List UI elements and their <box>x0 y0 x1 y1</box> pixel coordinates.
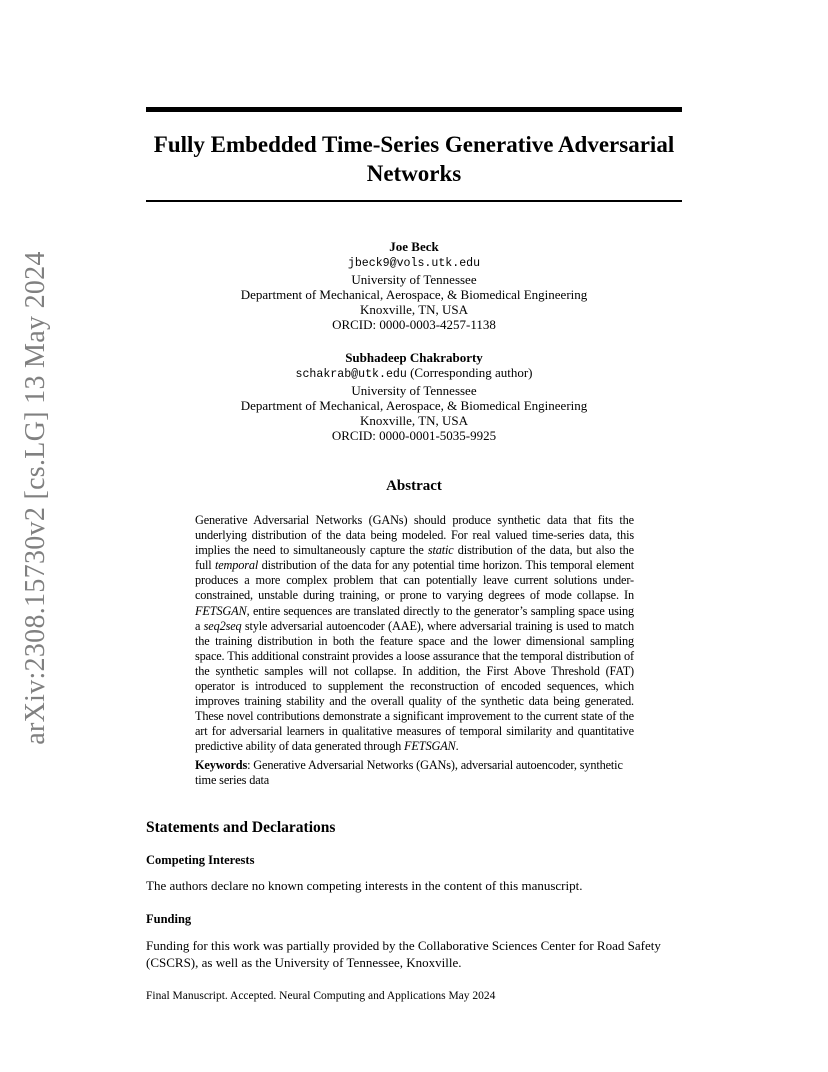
author-email-note: (Corresponding author) <box>406 365 533 381</box>
author-location: Knoxville, TN, USA <box>359 302 469 318</box>
author-department: Department of Mechanical, Aerospace, & Biomedical Engineering <box>240 397 588 413</box>
abstract-segment: style adversarial autoencoder (AAE), where adversarial training is used to match the training distribution in both the feature space and the lower dimensional sampling space. This additional constraint provides a loose assurance that the temporal distribution of the synthetic samples will not collapse. In addition, the First Above Threshold (FAT) operator is introduced to supplement the reconstruction of encoded sequences, which improves training stability and the overall quality of the synthetic data being generated. These novel contributions demonstrate a significant improvement to the current state of the art for adversarial learners in qualitative measures of temporal similarity and quantitative predictive ability of data generated through <box>195 618 634 754</box>
competing-interests-heading: Competing Interests <box>146 853 255 867</box>
keywords-label: Keywords <box>195 757 248 772</box>
title-top-rule <box>146 107 682 112</box>
abstract-segment: , entire sequences are translated directly to the generator’s sampling space using a <box>195 603 634 633</box>
abstract-heading: Abstract <box>386 478 442 494</box>
author-affiliation: University of Tennessee <box>351 382 477 398</box>
author-orcid: ORCID: 0000-0001-5035-9925 <box>331 428 497 444</box>
statements-heading: Statements and Declarations <box>146 819 336 836</box>
author-block-2 <box>146 350 682 444</box>
abstract-emphasis: FETSGAN <box>404 739 456 754</box>
paper-title-line-1: Fully Embedded Time-Series Generative Adversarial <box>153 132 675 157</box>
footer-note: Final Manuscript. Accepted. Neural Computing and Applications May 2024 <box>146 990 496 1002</box>
abstract-segment: distribution of the data, but also the full <box>195 543 634 573</box>
abstract-segment: Generative Adversarial Networks (GANs) should produce synthetic data that fits the underlying distribution of the data being modeled. For real valued time-series data, this implies the need to simultaneously capture the <box>195 513 634 558</box>
author-name: Joe Beck <box>389 239 439 254</box>
author-email-line <box>146 254 682 271</box>
title-bottom-rule <box>146 200 682 202</box>
abstract-segment: distribution of the data for any potential time horizon. This temporal element produces a more complex problem that can potentially leave current solutions under-constrained, unstable during training, or prone to varying degrees of mode collapse. In <box>195 558 635 603</box>
paper-title-line-2: Networks <box>366 161 462 186</box>
abstract-text <box>195 513 634 755</box>
abstract-body <box>195 513 634 788</box>
author-location: Knoxville, TN, USA <box>359 413 469 429</box>
author-department: Department of Mechanical, Aerospace, & Biomedical Engineering <box>240 286 588 302</box>
abstract-segment: . <box>455 739 459 754</box>
abstract-emphasis: static <box>427 543 454 558</box>
keywords <box>195 758 634 788</box>
author-email[interactable]: jbeck9@vols.utk.edu <box>347 257 481 271</box>
abstract-emphasis: temporal <box>214 558 259 573</box>
arxiv-stamp <box>14 236 58 760</box>
author-name: Subhadeep Chakraborty <box>345 350 483 365</box>
author-email[interactable]: schakrab@utk.edu <box>295 368 407 382</box>
abstract-emphasis: seq2seq <box>203 618 242 633</box>
author-affiliation: University of Tennessee <box>351 271 477 287</box>
keywords-text: : Generative Adversarial Networks (GANs), adversarial autoencoder, synthetic time series data <box>195 757 623 787</box>
author-email-line <box>146 365 682 382</box>
funding-text: Funding for this work was partially provided by the Collaborative Sciences Center for Road Safety (CSCRS), as well as the University of Tennessee, Knoxville. <box>146 938 661 970</box>
author-block-1 <box>146 239 682 333</box>
paper-title <box>146 130 682 188</box>
abstract-emphasis: FETSGAN <box>195 603 247 618</box>
author-orcid: ORCID: 0000-0003-4257-1138 <box>332 317 496 333</box>
funding-heading: Funding <box>146 912 192 926</box>
arxiv-stamp-text: arXiv:2308.15730v2 [cs.LG] 13 May 2024 <box>20 251 51 745</box>
competing-interests-text: The authors declare no known competing interests in the content of this manuscript. <box>146 878 583 893</box>
